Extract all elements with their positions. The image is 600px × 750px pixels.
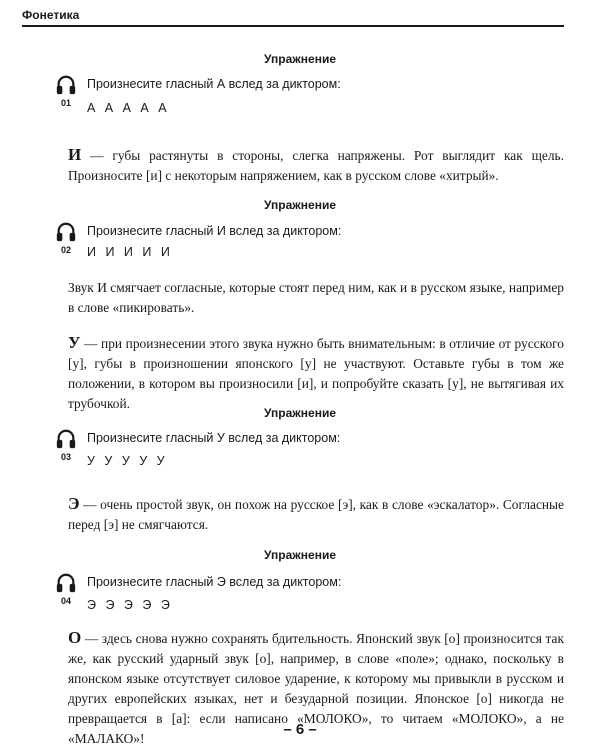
audio-track-02[interactable] [46, 221, 86, 255]
exercise-instruction: Произнесите гласный Э вслед за диктором: [87, 575, 342, 589]
exercise-heading: Упражнение [264, 52, 336, 66]
audio-track-04[interactable] [46, 572, 86, 606]
paragraph-text: — очень простой звук, он похож на русское [э], как в слове «эскалатор». Согласные перед [э] не смягчаются. [68, 497, 564, 532]
audio-track-03[interactable] [46, 428, 86, 462]
paragraph-text: — здесь снова нужно сохранять бдительность. Японский звук [о] произносится так же, как русский ударный звук [о], например, в слове «поле»; однако, поскольку в японском языке отсутствует силовое ударение, к которому мы привыкли в русском и других европейских языках, нет и безударной позиции. Японское [о] никогда не превращается в [а]: если написано «МОЛОКО», то читаем «МОЛОКО», а не «МАЛАКО»! [68, 631, 564, 746]
track-number: 04 [60, 596, 71, 606]
paragraph-text: — при произнесении этого звука нужно быть внимательным: в отличие от русского [у], губы в произношении японского [у] не участвуют. Оставьте губы в том же положении, в котором вы произносили [и], и попробуйте сказать [у], не вытягивая их трубочкой. [68, 336, 564, 411]
headphones-icon [55, 221, 77, 243]
headphones-icon [55, 74, 77, 96]
vowel-lead: И [68, 145, 82, 164]
header-rule [22, 25, 564, 27]
vowel-lead: Э [68, 494, 80, 513]
headphones-icon [55, 572, 77, 594]
vowel-lead: У [68, 333, 81, 352]
exercise-letters: А А А А А [87, 101, 170, 115]
headphones-icon [55, 428, 77, 450]
exercise-heading: Упражнение [264, 406, 336, 420]
paragraph-u [68, 333, 564, 414]
track-number: 03 [60, 452, 71, 462]
section-title: Фонетика [22, 8, 80, 22]
exercise-heading: Упражнение [264, 548, 336, 562]
exercise-letters: И И И И И [87, 245, 173, 259]
exercise-heading: Упражнение [264, 198, 336, 212]
exercise-instruction: Произнесите гласный И вслед за диктором: [87, 224, 342, 238]
track-number: 01 [60, 98, 71, 108]
vowel-lead: О [68, 628, 82, 647]
paragraph-text: — губы растянуты в стороны, слегка напряжены. Рот выглядит как щель. Произносите [и] с некоторым напряжением, как в русском слове «хитрый». [68, 148, 564, 183]
page-number: – 6 – [283, 721, 317, 738]
audio-track-01[interactable] [46, 74, 86, 108]
track-number: 02 [60, 245, 71, 255]
exercise-instruction: Произнесите гласный А вслед за диктором: [87, 77, 341, 91]
exercise-letters: У У У У У [87, 454, 168, 468]
exercise-letters: Э Э Э Э Э [87, 598, 173, 612]
paragraph-e [68, 494, 564, 535]
paragraph-i-soften: Звук И смягчает согласные, которые стоят перед ним, как и в русском языке, например в слове «пикировать». [68, 280, 564, 315]
exercise-instruction: Произнесите гласный У вслед за диктором: [87, 431, 341, 445]
paragraph-i [68, 145, 564, 186]
